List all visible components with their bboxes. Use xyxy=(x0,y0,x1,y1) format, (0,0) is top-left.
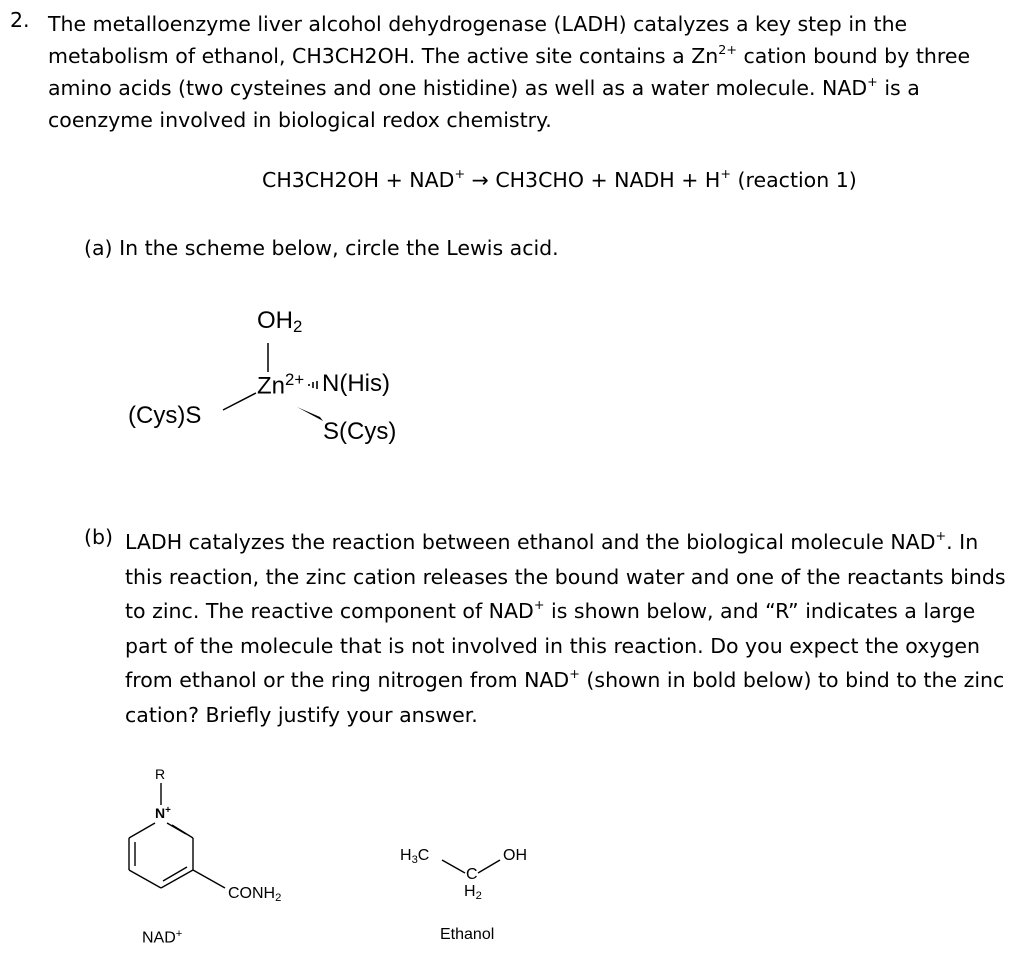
reaction-1-equation: CH3CH2OH + NAD+ → CH3CHO + NADH + H+ (reaction 1) xyxy=(262,165,857,192)
zinc-label: $Zn^{2+}$ xyxy=(257,370,305,400)
nad-ring-nitrogen-label: N+ xyxy=(155,805,171,821)
ethanol-h3c-label: $H_3C$ xyxy=(400,847,430,866)
histidine-label: N(His) xyxy=(322,370,390,397)
ch2-oh-bond xyxy=(478,860,500,873)
nad-caption: NAD+ xyxy=(142,928,183,947)
ch3-ch2-bond xyxy=(442,860,465,873)
ring-bond xyxy=(129,870,161,888)
ethanol-caption: Ethanol xyxy=(440,926,495,943)
ring-bond xyxy=(129,823,155,838)
oh2-label: $OH_2$ xyxy=(257,307,303,337)
cysteine-left-label: (Cys)S xyxy=(128,402,202,429)
cysteine-right-label: S(Cys) xyxy=(323,418,397,445)
ethanol-h2-label: $H_2$ xyxy=(464,883,482,902)
part-b-label: (b) xyxy=(84,525,114,549)
part-a-prompt: (a) In the scheme below, circle the Lewis acid. xyxy=(84,236,559,260)
nad-r-group-label: R xyxy=(155,766,166,782)
ethanol-c-label: C xyxy=(466,866,478,883)
nad-conh2-label: $CONH_2$ xyxy=(228,885,282,904)
ring-double-bond xyxy=(163,867,187,881)
question-intro: The metalloenzyme liver alcohol dehydrogenase (LADH) catalyzes a key step in the metabolism of ethanol, CH3CH2OH. The active site contains a $Zn^{2+}$ cation bound by three amino acids (two cysteines and one histidine) as well as a water molecule. NAD+ is a coenzyme involved in biological redox chemistry. xyxy=(48,12,971,132)
ethanol-oh-label: OH xyxy=(503,847,527,864)
part-b-prompt: LADH catalyzes the reaction between ethanol and the biological molecule NAD+. In this reaction, the zinc cation releases the bound water and one of the reactants binds to zinc. The reactive component of NAD+ is shown below, and “R” indicates a large part of the molecule that is not involved in this reaction. Do you expect the oxygen from ethanol or the ring nitrogen from NAD+ (shown in bold below) to bind to the zinc cation? Briefly justify your answer. xyxy=(125,527,1006,727)
nad-ring xyxy=(129,783,225,888)
ring-conh2-bond xyxy=(193,870,225,888)
question-number: 2. xyxy=(10,8,30,32)
ring-double-bond xyxy=(167,823,186,834)
